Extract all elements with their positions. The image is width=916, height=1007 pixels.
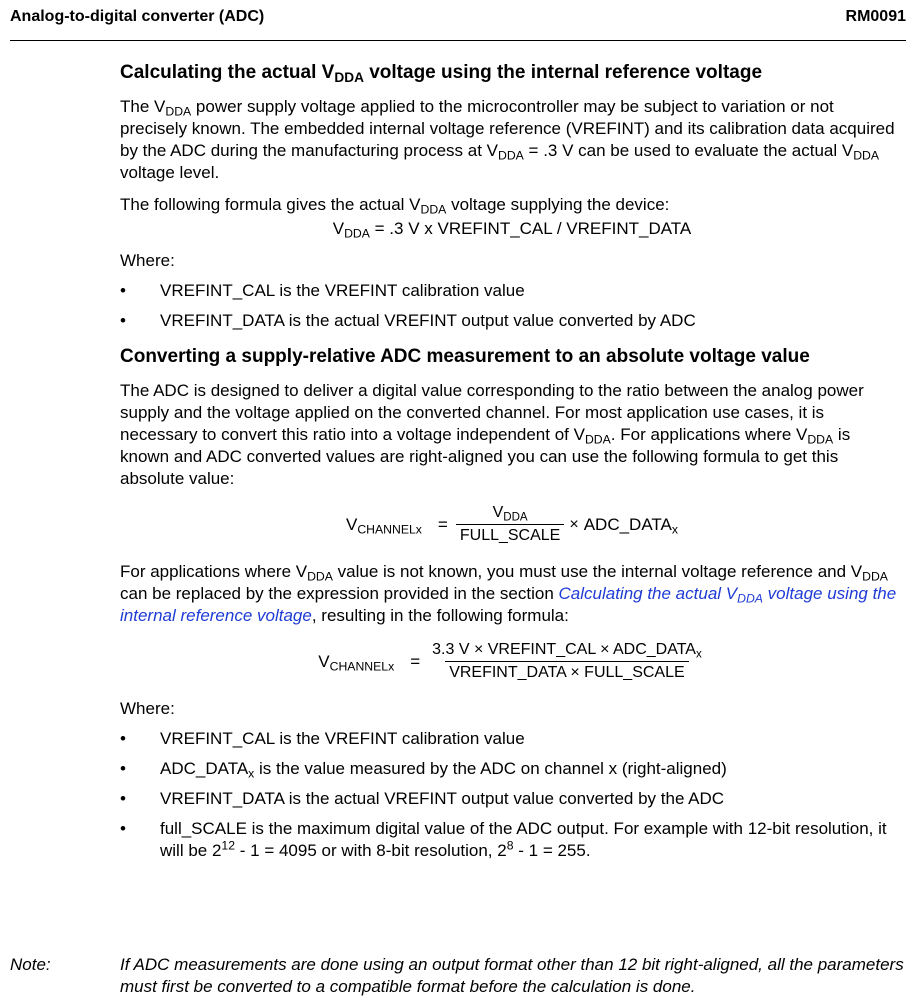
- paragraph: The ADC is designed to deliver a digital value corresponding to the ratio between the analog power supply and the voltage applied on the converted channel. For most application use cases, it is necessary to convert this ratio into a voltage independent of $V_{DDA}$. For applications where $V_{DDA}$ is known and ADC converted values are right-aligned you can use the following formula to get this absolute value:: [120, 381, 864, 488]
- paragraph: The following formula gives the actual $V_{DDA}$ voltage supplying the device:: [120, 195, 670, 217]
- section-heading-vdda: Calculating the actual $V_{DDA}$ voltage using the internal reference voltage: [120, 62, 763, 86]
- list-item: • $ADC\_DATA_x$ is the value measured by the ADC on channel x (right-aligned): [120, 759, 727, 781]
- list-item: • full_SCALE is the maximum digital value of the ADC output. For example with 12-bit resolution, it will be $2^{12} - 1 = 4095$ or with 8-bit resolution, $2^8 - 1 = 255$.: [120, 819, 887, 860]
- where-label: Where:: [120, 251, 175, 270]
- list-item: • VREFINT_CAL is the VREFINT calibration value: [120, 281, 525, 300]
- note-block: [10, 954, 906, 998]
- bullet-list: [120, 728, 904, 862]
- formula-channel-known: $V_{CHANNELx}$ = $\frac{V_{DDA}}{\text{FULL\_SCALE}}$ × $ADC\_DATA_x$: [345, 504, 678, 544]
- list-item: • VREFINT_DATA is the actual VREFINT output value converted by ADC: [120, 311, 696, 330]
- where-label: Where:: [120, 699, 175, 718]
- header-doc-id: RM0091: [845, 8, 906, 25]
- list-item: • VREFINT_DATA is the actual VREFINT output value converted by the ADC: [120, 789, 725, 808]
- header-section-title: Analog-to-digital converter (ADC): [10, 8, 265, 25]
- formula-vdda: $V_{DDA} = .3$ V x VREFINT_CAL / VREFINT_DATA: [332, 219, 692, 241]
- main-content: [120, 60, 904, 862]
- note-label: Note:: [10, 955, 51, 974]
- note-text: If ADC measurements are done using an output format other than 12 bit right-aligned, all the parameters must first be converted to a compatible format before the calculation is done.: [120, 955, 904, 996]
- paragraph: For applications where $V_{DDA}$ value is not known, you must use the internal voltage reference and $V_{DDA}$ can be replaced by the expression provided in the section Calculating the actual $V_{DDA}$ voltage using the internal reference voltage, resulting in the following formula:: [120, 562, 897, 625]
- section-heading-conversion: Converting a supply-relative ADC measurement to an absolute voltage value: [120, 346, 810, 367]
- section-link[interactable]: Calculating the actual $V_{DDA}$ voltage using the internal reference voltage: [120, 584, 897, 625]
- page-header: [10, 0, 906, 41]
- bullet-list: [120, 280, 904, 332]
- formula-channel-vrefint: $V_{CHANNELx}$ = $\frac{3.3 V \times VREFINT\_CAL \times ADC\_DATA_x}{\text{VREFINT\_DATA × FULL\_SCALE}}$: [318, 641, 702, 681]
- list-item: • VREFINT_CAL is the VREFINT calibration value: [120, 729, 525, 748]
- paragraph: The $V_{DDA}$ power supply voltage applied to the microcontroller may be subject to variation or not precisely known. The embedded internal voltage reference (VREFINT) and its calibration data acquired by the ADC during the manufacturing process at $V_{DDA} = .3$ V can be used to evaluate the actual $V_{DDA}$ voltage level.: [120, 97, 895, 182]
